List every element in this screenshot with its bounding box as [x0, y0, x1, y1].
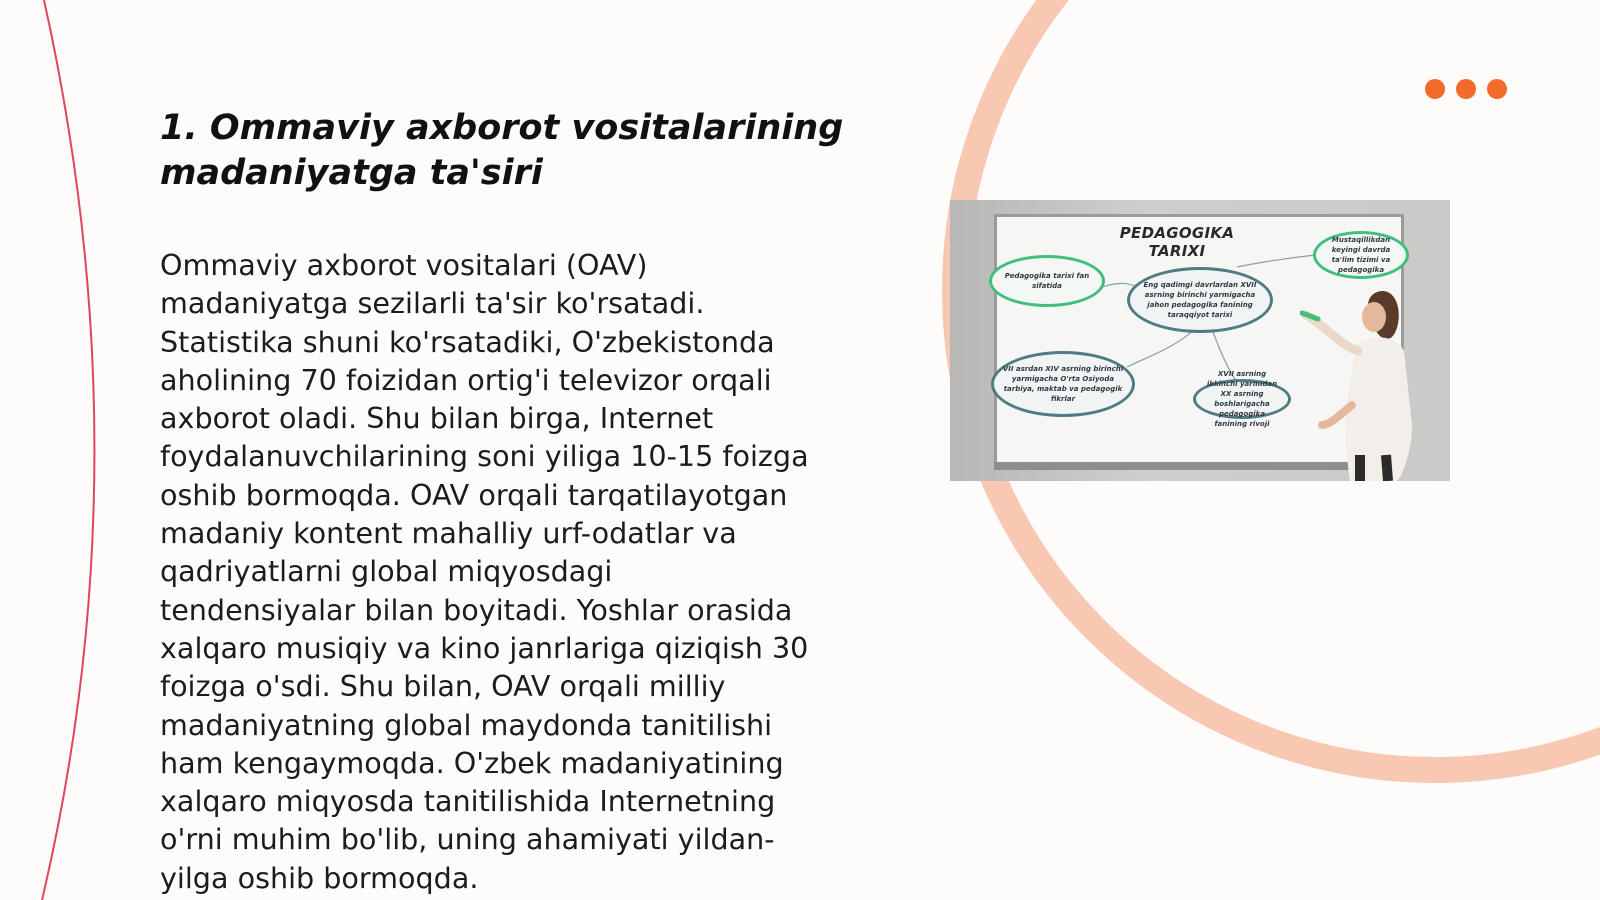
dot-3	[1487, 79, 1507, 99]
menu-dots	[1425, 79, 1507, 99]
teacher-figure	[1300, 285, 1450, 481]
slide-title: 1. Ommaviy axborot vositalarining madaniyatga ta'siri	[160, 108, 844, 193]
mindmap-bubble-1: Pedagogika tarixi fan sifatida	[989, 255, 1105, 307]
mindmap-bubble-4: VII asrdan XIV asrning birinchi yarmigacha O'rta Osiyoda tarbiya, maktab va pedagogik fikrlar	[991, 351, 1135, 417]
mindmap-bubble-5: XVII asrning ikkinchi yarmidan XX asrning boshlarigacha pedagogika fanining rivoji	[1193, 379, 1291, 419]
board-title: PEDAGOGIKA TARIXI	[1119, 224, 1235, 260]
dot-1	[1425, 79, 1445, 99]
whiteboard-photo	[950, 200, 1450, 481]
dot-2	[1456, 79, 1476, 99]
mindmap-bubble-3: Mustaqillikdan keyingi davrda ta'lim tizimi va pedagogika	[1313, 231, 1409, 279]
left-accent-line	[42, 0, 94, 900]
mindmap-bubble-2: Eng qadimgi davrlardan XVII asrning birinchi yarmigacha jahon pedagogika fanining taraqqiyot tarixi	[1127, 267, 1273, 333]
slide-body: Ommaviy axborot vositalari (OAV) madaniyatga sezilarli ta'sir ko'rsatadi. Statistika shuni ko'rsatadiki, O'zbekistonda aholining 70 foizidan ortig'i televizor orqali axborot oladi. Shu bilan birga, Internet foydalanuvchilarining soni yiliga 10-15 foizga oshib bormoqda. OAV orqali tarqatilayotgan madaniy kontent mahalliy urf-odatlar va qadriyatlarni global miqyosdagi tendensiyalar bilan boyitadi. Yoshlar orasida xalqaro musiqiy va kino janrlariga qiziqish 30 foizga o'sdi. Shu bilan, OAV orqali milliy madaniyatning global maydonda tanitilishi ham kengaymoqda. O'zbek madaniyatining xalqaro miqyosda tanitilishida Internetning o'rni muhim bo'lib, uning ahamiyati yildan- yilga oshib bormoqda.	[160, 248, 809, 895]
